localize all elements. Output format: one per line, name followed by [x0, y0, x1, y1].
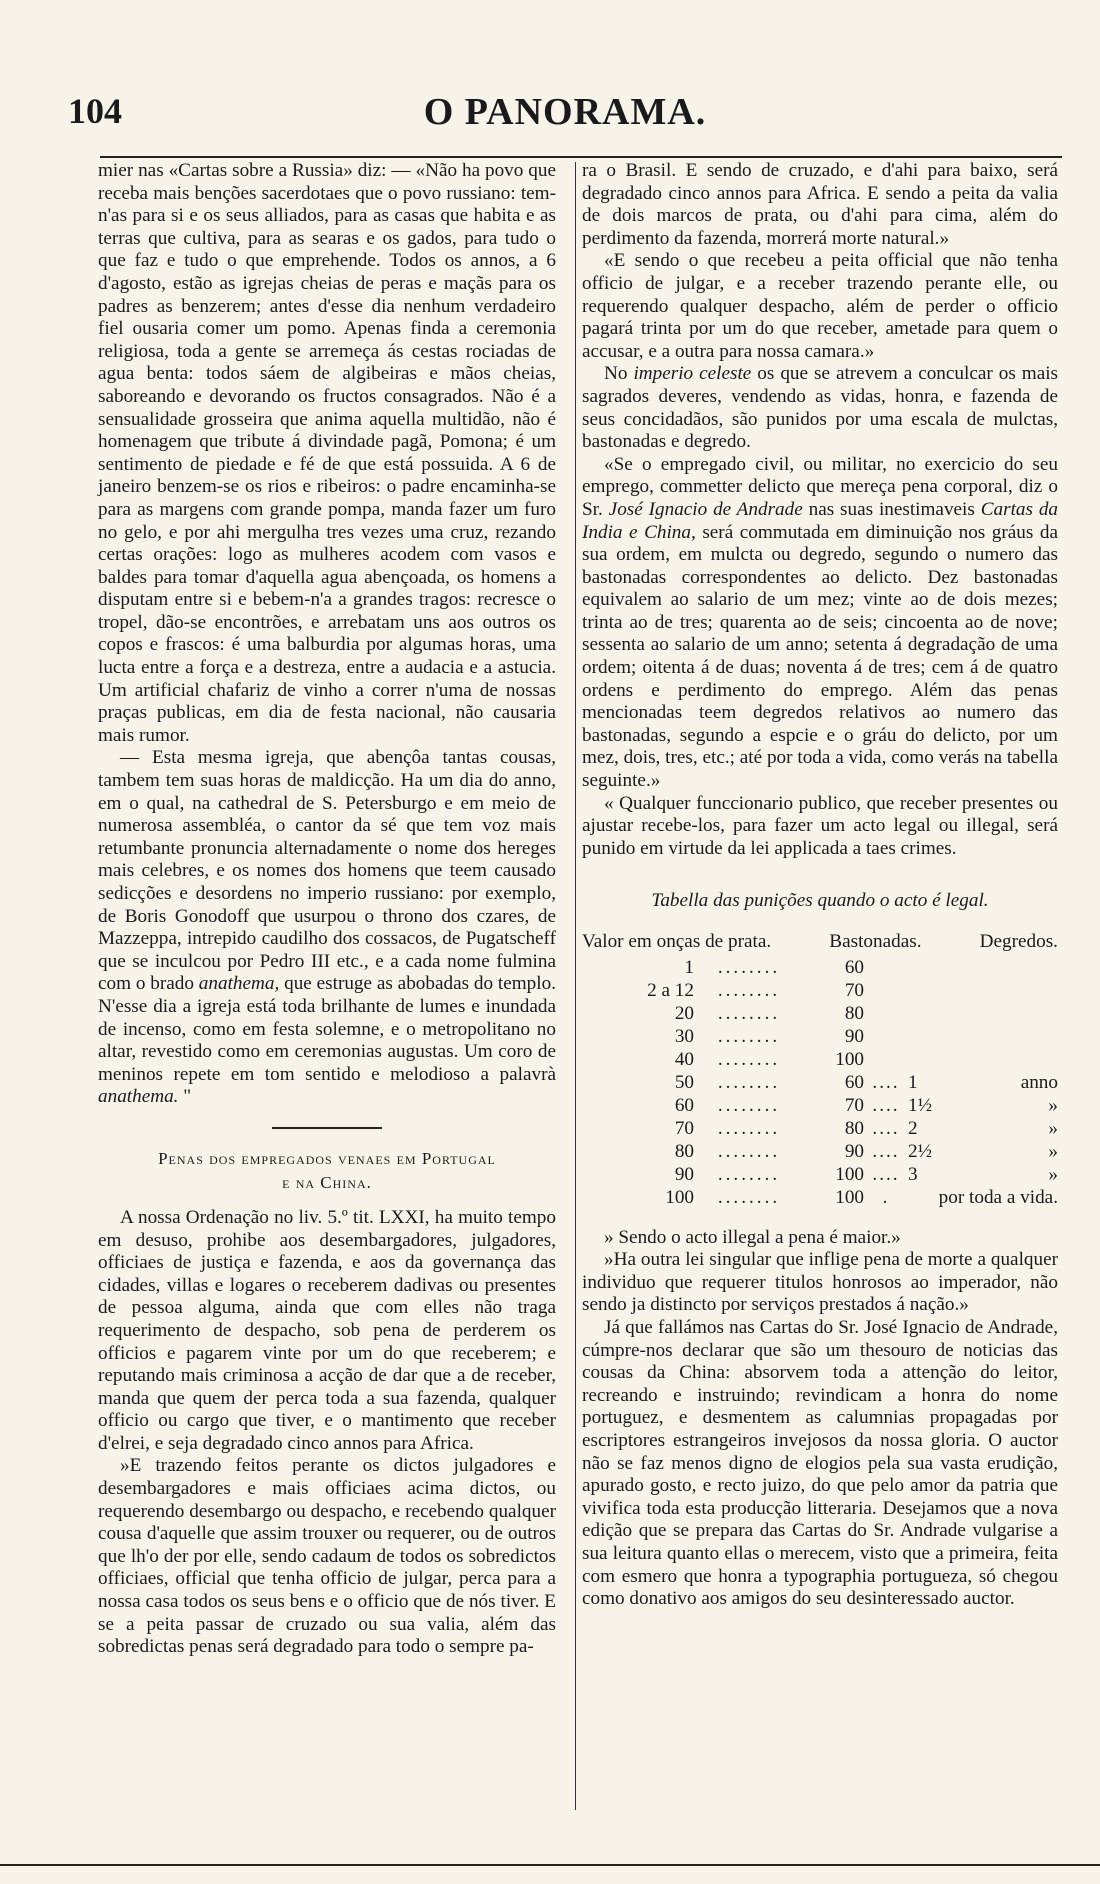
row-value: 90 — [674, 1163, 694, 1185]
article-paragraph: » Sendo o acto illegal a pena é maior.» — [604, 1226, 901, 1248]
row-bastonadas: 90 — [844, 1025, 864, 1047]
table-row — [582, 956, 1058, 979]
row-value: 100 — [665, 1186, 694, 1208]
row-degredo: 2 — [908, 1117, 918, 1139]
row-bastonadas: 80 — [844, 1002, 864, 1024]
table-row — [582, 1002, 1058, 1025]
table-row — [582, 1163, 1058, 1186]
row-unit: » — [1048, 1117, 1058, 1139]
punishment-table — [582, 931, 1058, 1209]
table-row — [582, 1048, 1058, 1071]
row-leader-dots: ........ — [717, 1071, 781, 1093]
page-number: 104 — [68, 91, 122, 131]
row-bastonadas: 60 — [844, 1071, 864, 1093]
row-bastonadas: 100 — [835, 1163, 864, 1185]
row-value: 80 — [674, 1140, 694, 1162]
header-degredos: Degredos. — [979, 931, 1058, 952]
row-leader-dots: ........ — [717, 1094, 781, 1116]
row-unit: anno — [1020, 1071, 1058, 1093]
row-degredo: 1 — [908, 1071, 918, 1093]
row-bastonadas: 90 — [844, 1140, 864, 1162]
table-row — [582, 1140, 1058, 1163]
header-value: Valor em onças de prata. — [582, 931, 772, 952]
header-rule — [100, 156, 1062, 158]
article-paragraph: «Se o empregado civil, ou militar, no exercicio do seu emprego, commetter delicto que mereça pena corporal, diz o Sr. José Ignacio de Andrade nas suas inestimaveis Cartas da India e China, será commutada em diminuição nos gráus da sua ordem, em mulcta ou degredo, segundo o numero das bastonadas correspondentes ao delicto. Dez bastonadas equivalem ao salario de um mez; vinte ao de dois mezes; trinta ao de tres; quarenta ao de seis; cincoenta ao de nove; sessenta ao salario de um anno; setenta á degradação de uma ordem; oitenta á de duas; noventa á de tres; cem á de quatro ordens e perdimento do emprego. Além das penas mencionadas teem degredos relativos ao numero das bastonadas, segundo a espcie e o gráu do delicto, por um mez, dois, tres, etc.; até por toda a vida, como verás na tabella seguinte.» — [582, 453, 1059, 792]
page-header — [68, 90, 1062, 150]
row-leader-dots: .... — [872, 1117, 900, 1139]
row-unit: por toda a vida. — [938, 1186, 1058, 1208]
bottom-rule — [0, 1864, 1100, 1866]
right-column — [582, 160, 1058, 1611]
row-leader-dots: . — [882, 1186, 890, 1208]
row-degredo: 2½ — [908, 1140, 932, 1162]
article-paragraph: mier nas «Cartas sobre a Russia» diz: — «Não ha povo que receba mais benções sacerdotaes que o povo russiano: tem-n'as para si e os seus alliados, para as casas que habita e as terras que cultiva, para as searas e os gados, para tudo o que faz e tudo o que emprehende. Todos os annos, a 6 d'agosto, estão as igrejas cheias de peras e maçãs para os padres as benzerem; antes d'esse dia nenhum verdadeiro fiel ousaria comer um pomo. Apenas finda a ceremonia religiosa, toda a gente se arremeça ás cestas rociadas de agua benta: todos sáem de algibeiras e mãos cheias, saboreando e devorando os fructos consagrados. Não é a sensualidade grosseira que anima aquella multidão, não é homenagem que tribute á divindade pagã, Pomona; é um sentimento de piedade e fé de que está possuida. A 6 de janeiro benzem-se os rios e ribeiros: o padre encaminha-se para as margens com grande pompa, manda fazer um furo no gelo, e por ahi mergulha tres vezes uma cruz, rezando certas orações: logo as mulheres acodem com vasos e baldes para tomar d'aquella agua abençoada, os homens a disputam entre si e bebem-n'a a grandes tragos: recresce o tropel, dão-se encontrões, e arrebatam uns aos outros os copos e frascos: é uma balburdia por algumas horas, uma lucta entre a força e a destreza, entre a audacia e a astucia. Um artificial chafariz de vinho a correr n'uma de nossas praças publicas, em dia de festa nacional, não causaria mais rumor. — [98, 160, 556, 746]
row-value: 60 — [674, 1094, 694, 1116]
left-column — [98, 160, 556, 1659]
table-rows — [582, 956, 1058, 1209]
row-leader-dots: ........ — [717, 1025, 781, 1047]
row-bastonadas: 70 — [844, 1094, 864, 1116]
row-bastonadas: 60 — [844, 956, 864, 978]
section-separator — [272, 1127, 382, 1129]
article-paragraph: »E trazendo feitos perante os dictos julgadores e desembargadores e mais officiaes acima dictos, ou requerendo desembargo ou despacho, e recebendo qualquer cousa d'aquelle que assim trouxer ou requerer, ou de outros que lh'o der por elle, sendo cadaum de todos os sobredictos officiaes, official que tenha officio de julgar, perca para a nossa casa todos os seus bens e o officio que de nós tiver. E se a peita passar de cruzado ou sua valia, além das sobredictas penas será degradado para todo o sempre pa- — [98, 1455, 556, 1658]
article-paragraph: « Qualquer funccionario publico, que receber presentes ou ajustar recebe-los, para fazer um acto legal ou illegal, será punido em virtude da lei applicada a taes crimes. — [582, 792, 1058, 859]
row-degredo: 3 — [908, 1163, 918, 1185]
row-leader-dots: .... — [872, 1163, 900, 1185]
row-leader-dots: ........ — [717, 979, 781, 1001]
article-paragraph: ra o Brasil. E sendo de cruzado, e d'ahi para baixo, será degradado cinco annos para Africa. E sendo a peita da valia de dois marcos de prata, ou d'ahi para cima, além do perdimento da fazenda, morrerá morte natural.» — [582, 160, 1058, 249]
row-value: 1 — [684, 956, 694, 978]
article-paragraph: No imperio celeste os que se atrevem a conculcar os mais sagrados deveres, vendendo as vidas, honra, e fazenda de seus concidadãos, são punidos por uma escala de mulctas, bastonadas e degredo. — [582, 363, 1059, 453]
journal-title: O PANORAMA. — [423, 91, 707, 133]
table-row — [582, 979, 1058, 1002]
table-title: Tabella das punições quando o acto é legal. — [651, 890, 989, 912]
row-bastonadas: 100 — [835, 1048, 864, 1070]
article-paragraph: »Ha outra lei singular que inflige pena de morte a qualquer individuo que requerer titulos honrosos ao imperador, não sendo ja distincto por serviços prestados á nação.» — [582, 1249, 1058, 1316]
row-value: 2 a 12 — [647, 979, 694, 1001]
article-paragraph: Já que fallámos nas Cartas do Sr. José Ignacio de Andrade, cúmpre-nos declarar que são um thesouro de noticias das cousas da China: absorvem toda a attenção do leitor, recreando e instruindo; revindicam a honra do nome portuguez, e desmentem as calumnias propagadas por escriptores estrangeiros invejosos da nossa gloria. O auctor não se faz menos digno de elogios pela sua vasta erudição, apurado gosto, e recto juizo, do que pelo amor da patria que vivifica toda esta producção litteraria. Desejamos que a nova edição que se prepara das Cartas do Sr. Andrade vulgarise a sua leitura quanto ellas o merecem, visto que a primeira, feita com esmero que honra a typographia portugueza, só chegou como donativo aos amigos do seu desinteressado auctor. — [582, 1316, 1058, 1610]
section-heading: Penas dos empregados venaes em Portugal e na China. — [158, 1148, 496, 1192]
row-value: 40 — [674, 1048, 694, 1070]
row-unit: » — [1048, 1140, 1058, 1162]
row-bastonadas: 80 — [844, 1117, 864, 1139]
table-row — [582, 1094, 1058, 1117]
table-row — [582, 1071, 1058, 1094]
table-row — [582, 1025, 1058, 1048]
row-leader-dots: ........ — [717, 1163, 781, 1185]
row-degredo: 1½ — [908, 1094, 932, 1116]
header-bastonadas: Bastonadas. — [829, 931, 922, 952]
row-bastonadas: 70 — [844, 979, 864, 1001]
row-leader-dots: ........ — [717, 1117, 781, 1139]
row-unit: » — [1048, 1163, 1058, 1185]
row-value: 20 — [674, 1002, 694, 1024]
table-row — [582, 1117, 1058, 1140]
article-paragraph: A nossa Ordenação no liv. 5.º tit. LXXI, ha muito tempo em desuso, prohibe aos desembargadores, julgadores, officiaes de justiça e fazenda, e aos da governança das cidades, villas e logares o receberem dadivas ou presentes de pessoa alguma, ainda que com elles não traga requerimento de despacho, sob pena de perderem os officios e pagarem vinte por um do que receberem; e reputando mais criminosa a acção de dar que a de receber, manda que quem der perca toda a sua fazenda, qualquer officio ou cargo que tiver, e o mantimento que receber d'elrei, e seja degradado cinco annos para Africa. — [98, 1206, 556, 1454]
article-paragraph: — Esta mesma igreja, que abençôa tantas cousas, tambem tem suas horas de maldicção. Ha um dia do anno, em o qual, na cathedral de S. Petersburgo e em meio de numerosa assembléa, o cantor da sé que tem voz mais retumbante pronuncia alternadamente o nome dos hereges mais celebres, e os nomes dos homens que teem causado sedicções e desordens no imperio russiano: por exemplo, de Boris Gonodoff que usurpou o throno dos czares, de Mazzeppa, intrepido caudilho dos cossacos, de Pugatscheff que se inculcou por Pedro III etc., e a cada nome fulmina com o brado anathema, que estruge as abobadas do templo. N'esse dia a igreja está toda brilhante de lumes e inundada de incenso, como em festa solemne, e o metropolitano no altar, revestido como em ceremonias augustas. Um coro de meninos repete em tom sentido e melodioso a palavrà anathema. " — [98, 747, 556, 1108]
row-bastonadas: 100 — [835, 1186, 864, 1208]
row-leader-dots: ........ — [717, 1140, 781, 1162]
row-unit: » — [1048, 1094, 1058, 1116]
table-row — [582, 1186, 1058, 1209]
row-leader-dots: ........ — [717, 956, 781, 978]
row-value: 50 — [674, 1071, 694, 1093]
article-paragraph: «E sendo o que recebeu a peita official que não tenha officio de julgar, e a receber trazendo perante elle, ou requerendo qualquer despacho, além de perder o officio pagará trinta por um do que receber, ametade para quem o accusar, e a outra para nossa camara.» — [582, 250, 1058, 362]
row-leader-dots: .... — [872, 1071, 900, 1093]
column-divider — [575, 162, 576, 1810]
row-leader-dots: ........ — [717, 1002, 781, 1024]
row-value: 30 — [674, 1025, 694, 1047]
row-leader-dots: ........ — [717, 1186, 781, 1208]
row-leader-dots: .... — [872, 1094, 900, 1116]
row-leader-dots: ........ — [717, 1048, 781, 1070]
table-header — [582, 931, 1058, 954]
row-value: 70 — [674, 1117, 694, 1139]
row-leader-dots: .... — [872, 1140, 900, 1162]
